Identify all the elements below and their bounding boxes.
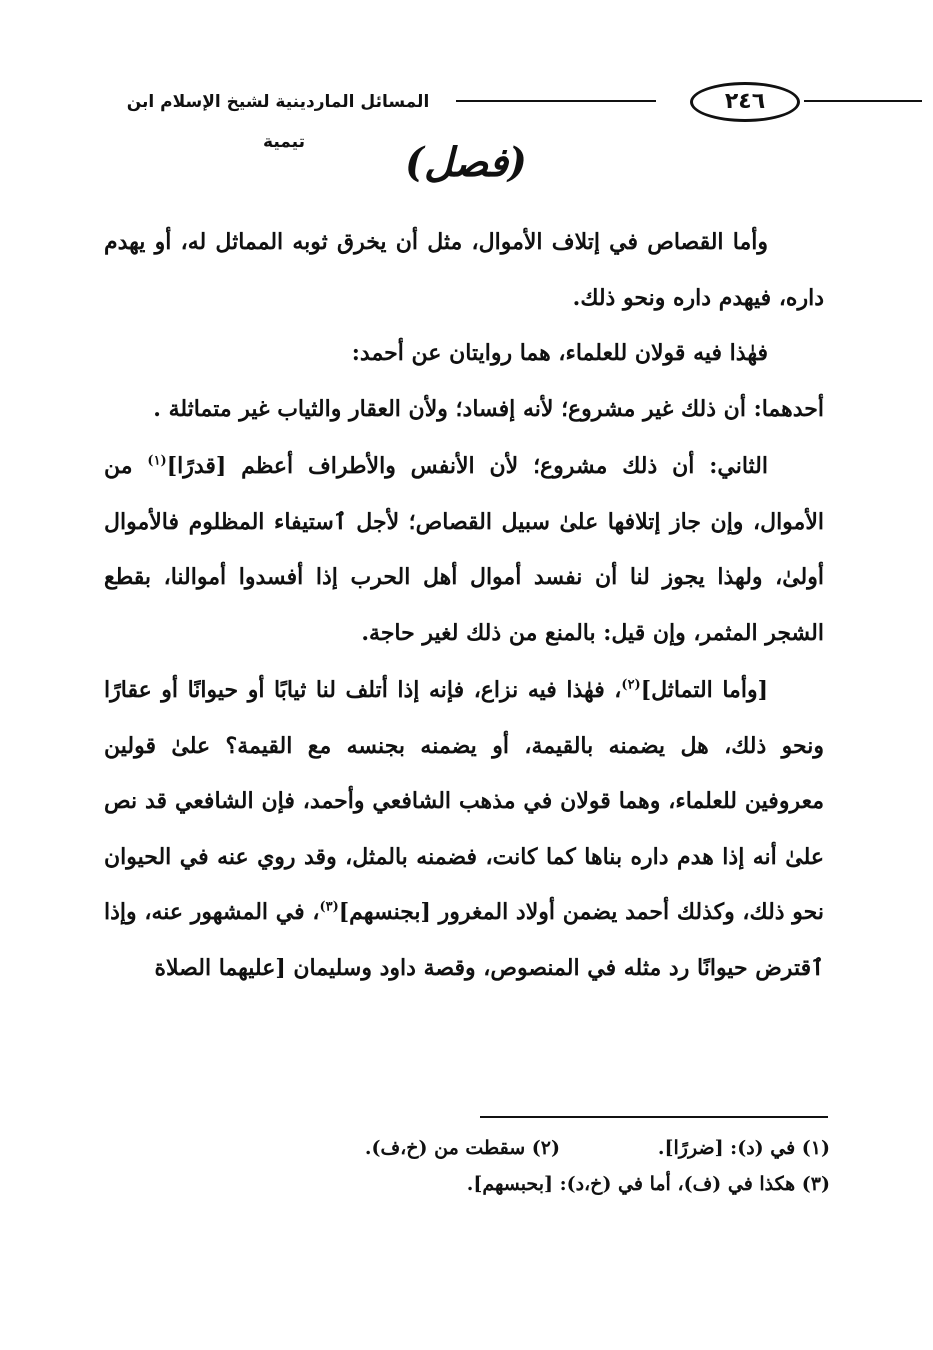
page-number: ٢٤٦ <box>690 82 800 122</box>
paragraph: فهٰذا فيه قولان للعلماء، هما روايتان عن أحمد: <box>351 340 768 366</box>
paragraph: وأما القصاص في إتلاف الأموال، مثل أن يخرق ثوبه المماثل له، أو يهدم داره، فيهدم داره ونحو ذلك. <box>104 229 824 311</box>
footnote-separator <box>480 1116 828 1118</box>
body-text <box>104 215 824 996</box>
footnote-line <box>150 1166 830 1202</box>
running-title <box>106 82 456 152</box>
header-rule-right <box>804 100 922 102</box>
footnote: (٣) هكذا في (ف)، أما في (خ،د): [بحبسهم]. <box>466 1173 830 1195</box>
running-header <box>106 82 822 152</box>
footnote: (٢) سقطت من (خ،ف). <box>364 1137 560 1159</box>
header-rule-middle <box>456 100 656 102</box>
running-title-text: المسائل الماردينية لشيخ الإسلام ابن تيمية <box>127 92 436 152</box>
paragraph <box>104 663 824 996</box>
paragraph: أحدهما: أن ذلك غير مشروع؛ لأنه إفساد؛ ولأن العقار والثياب غير متماثلة . <box>153 395 824 422</box>
footnote-marker: (٣) <box>319 899 339 915</box>
paragraph-text: [وأما التماثل] <box>640 677 768 703</box>
paragraph-text: من الأموال، وإن جاز إتلافها علىٰ سبيل القصاص؛ لأجل ٱستيفاء المظلوم فالأموال أولىٰ، ولهذا يجوز لنا أن نفسد أموال أهل الحرب إذا أفسدوا أموالنا، بقطع الشجر المثمر، وإن قيل: بالمنع من ذلك لغير حاجة. <box>104 453 824 646</box>
footnote-line <box>150 1130 830 1166</box>
paragraph <box>104 439 824 661</box>
footnote-marker: (٢) <box>621 677 641 693</box>
footnote: (١) في (د): [ضررًا]. <box>657 1137 830 1159</box>
paragraph-text: ، في المشهور عنه، وإذا ٱقترض حيوانًا رد مثله في المنصوص، وقصة داود وسليمان [عليهما الصلاة <box>104 899 824 981</box>
paragraph-text: ، فهٰذا فيه نزاع، فإنه إذا أتلف لنا ثيابًا أو حيوانًا أو عقارًا ونحو ذلك، هل يضمنه بالقيمة، أو يضمنه بجنسه مع القيمة؟ علىٰ قولين معروفين للعلماء، وهما قولان في مذهب الشافعي وأحمد، فإن الشافعي قد نص علىٰ أنه إذا هدم داره بناها كما كانت، فضمنه بالمثل، وقد روي عنه في الحيوان نحو ذلك، وكذلك أحمد يضمن أولاد المغرور [بجنسهم] <box>104 677 824 925</box>
paragraph-text: الثاني: أن ذلك مشروع؛ لأن الأنفس والأطراف أعظم [قدرًا] <box>166 453 768 479</box>
footnotes <box>150 1130 830 1202</box>
section-title: (فصل) <box>405 139 527 186</box>
footnote-marker: (١) <box>147 453 167 469</box>
